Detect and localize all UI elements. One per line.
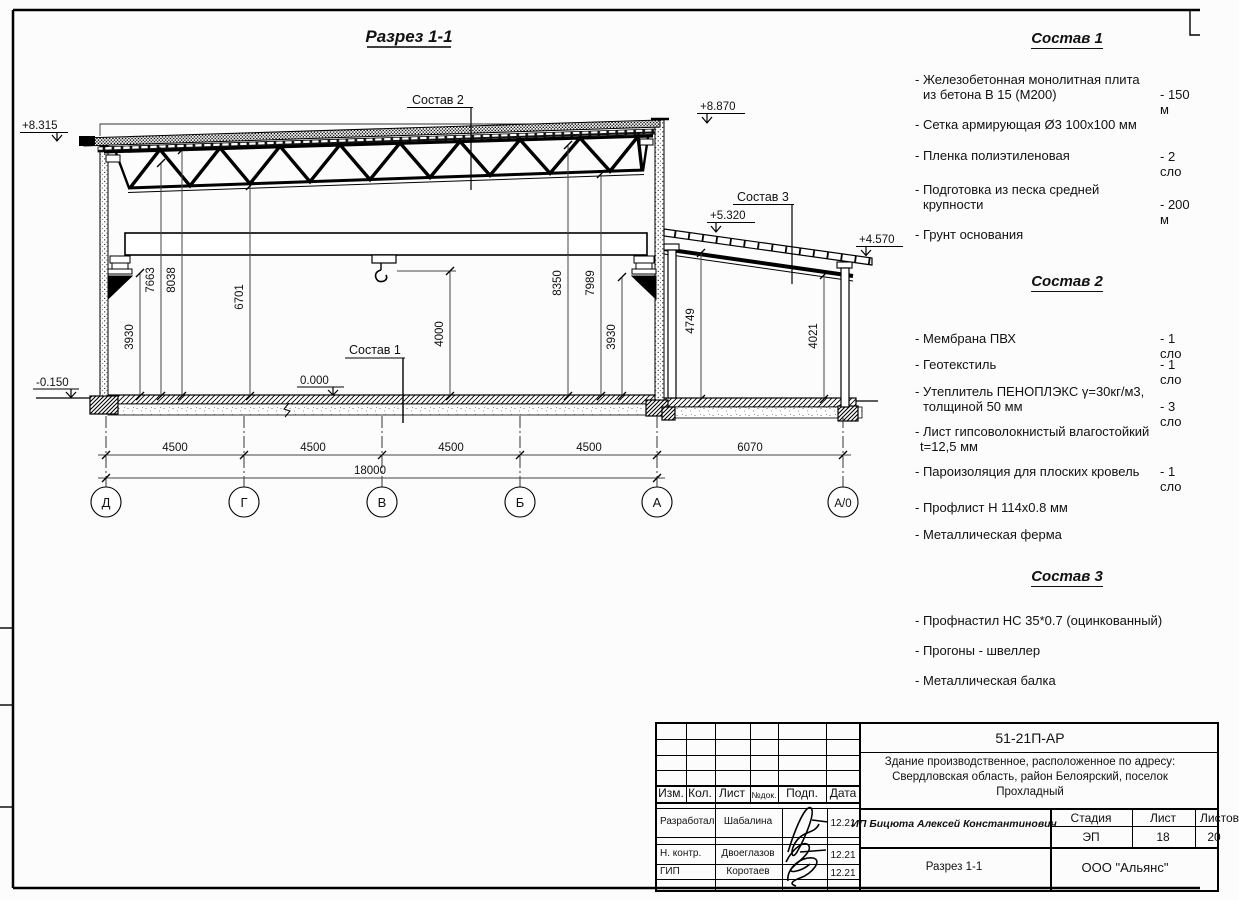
sheet-title: Разрез 1-1: [925, 861, 983, 873]
truss-bearing-right: [640, 139, 653, 145]
comp2-item6-line1: - Профлист Н 114х0.8 мм: [915, 500, 1068, 515]
floor-slab-main: [108, 395, 655, 404]
comp2-item4-line2: t=12,5 мм: [920, 439, 978, 454]
comp1-item5-line1: - Грунт основания: [915, 227, 1024, 242]
axis-bubble-b: Б: [515, 495, 525, 510]
floor-and-ground: [36, 395, 878, 421]
axis-bubble-g: Г: [240, 495, 248, 510]
leader-sostav-2-text: Состав 2: [412, 93, 464, 107]
composition-3-title: Состав 3: [1031, 568, 1103, 585]
composition-1-title: Состав 1: [1031, 30, 1103, 47]
elevation-wall-top: [697, 101, 745, 123]
comp1-item1-line1: - Железобетонная монолитная плита: [915, 72, 1140, 87]
sheets-value: 20: [1207, 830, 1221, 844]
fold-marks: [0, 628, 13, 807]
elevation-roof-left-text: +8.315: [22, 120, 58, 132]
span-b-a: 4500: [576, 442, 602, 454]
elevation-ground-text: -0.150: [36, 377, 69, 389]
dim-7663: 7663: [145, 267, 157, 293]
composition-2-header: [955, 273, 1179, 291]
comp1-item3-line1: - Пленка полиэтиленовая: [915, 148, 1070, 163]
crane-beam: [125, 233, 647, 255]
elevation-wall-top-text: +8.870: [700, 101, 736, 113]
composition-2-title: Состав 2: [1031, 273, 1103, 290]
company-name: ООО "Альянс": [1081, 860, 1169, 875]
designer-name: ИП Бицюта Алексей Константинович: [851, 818, 1057, 830]
axis-grid: [91, 416, 858, 517]
dim-6701: 6701: [234, 284, 246, 310]
axis-lines: [106, 416, 843, 487]
leader-sostav-3: [733, 190, 794, 284]
right-wall: [655, 120, 664, 400]
sand-layer-annex: [664, 407, 862, 418]
drawing-title: [365, 27, 452, 47]
comp2-item2-line1: - Геотекстиль: [915, 357, 997, 372]
comp2-item7-line1: - Металлическая ферма: [915, 527, 1062, 542]
row3-date: 12.21: [830, 868, 856, 879]
left-wall: [100, 146, 108, 396]
corner-stamp-box: [1190, 10, 1200, 35]
dim-8038: 8038: [166, 267, 178, 293]
axis-bubble-a: А: [652, 495, 662, 510]
elevation-annex-low: [856, 234, 903, 256]
doc-code: 51-21П-АР: [995, 730, 1065, 746]
row1-name: Шабалина: [723, 816, 773, 827]
dim-chain-labels: [162, 442, 763, 477]
row3-role: ГИП: [660, 866, 680, 877]
row1-role: Разработал: [660, 816, 715, 827]
foundation-annex-right: [838, 406, 858, 421]
axis-bubble-v: В: [377, 495, 387, 510]
elevation-annex-high-text: +5.320: [710, 210, 746, 222]
crane-hook: [372, 255, 396, 282]
comp2-item5-line1: - Пароизоляция для плоских кровель: [915, 464, 1140, 479]
col-podp: Подп.: [786, 786, 818, 800]
dim-labels: [124, 267, 820, 350]
sand-layer-main: [108, 404, 655, 415]
annex-roof-deck: [664, 229, 872, 265]
sheets-label: Листов: [1200, 811, 1239, 825]
comp2-item3-line2: толщиной 50 мм: [923, 399, 1023, 414]
truss-bottom-chord-flange: [128, 175, 644, 193]
span-d-g: 4500: [162, 442, 188, 454]
span-v-b: 4500: [438, 442, 464, 454]
leader-sostav-1-text: Состав 1: [349, 343, 401, 357]
drawing-title-text: Разрез 1-1: [365, 27, 453, 46]
comp2-item3-value: - 3 сло: [1160, 399, 1182, 429]
axis-bubble-a0: А/0: [834, 498, 852, 510]
col-list: Лист: [718, 786, 746, 800]
row2-name: Двоеглазов: [721, 848, 775, 859]
roof-edge-cap: [79, 136, 95, 146]
foundation-annex-left: [662, 407, 675, 420]
comp3-item2-line1: - Прогоны - швеллер: [915, 643, 1041, 658]
corbel-right: [632, 256, 656, 299]
sheet-value: 18: [1156, 830, 1170, 844]
truss-bearing-left: [106, 155, 120, 162]
leader-sostav-3-text: Состав 3: [737, 190, 789, 204]
title-block: [655, 722, 1239, 892]
project-line2: Свердловская область, район Белоярский, поселок: [892, 771, 1168, 783]
stage-value: ЭП: [1082, 830, 1100, 844]
comp1-item3-value: - 2 сло: [1160, 149, 1182, 179]
dim-chain-ticks: [102, 451, 847, 482]
dim-3930-right: 3930: [606, 324, 618, 350]
comp1-item2-line1: - Сетка армирующая Ø3 100х100 мм: [915, 117, 1137, 132]
dim-4021: 4021: [808, 323, 820, 349]
project-line1: Здание производственное, расположенное по адресу:: [884, 756, 1176, 768]
elevation-ground: [33, 377, 79, 398]
corbel-left: [108, 256, 132, 299]
comp2-item4-line1: - Лист гипсоволокнистый влагостойкий: [915, 424, 1150, 439]
comp2-item1-value: - 1 сло: [1160, 331, 1182, 361]
composition-1-header: [955, 30, 1179, 48]
annex-column-left: [668, 250, 676, 398]
dim-7989: 7989: [585, 270, 597, 296]
comp1-item4-line2: крупности: [923, 197, 984, 212]
elevation-floor: [297, 375, 344, 395]
row2-date: 12.21: [830, 850, 856, 861]
project-line3: Прохладный: [996, 786, 1064, 798]
comp1-item4-value: - 200 м: [1160, 197, 1190, 227]
dim-8350: 8350: [552, 270, 564, 296]
dim-chain-lines: [98, 455, 851, 478]
row2-role: Н. контр.: [660, 848, 702, 859]
row1-date: 12.21: [830, 818, 856, 829]
composition-3-header: [955, 568, 1179, 586]
col-kol: Кол.: [688, 786, 712, 800]
col-izm: Изм.: [658, 786, 684, 800]
comp2-item5-value: - 1 сло: [1160, 464, 1182, 494]
crane-beam-group: [108, 233, 656, 299]
comp1-item1-value: - 150 м: [1160, 87, 1190, 117]
foundation-left: [90, 396, 118, 414]
dim-3930-left: 3930: [124, 324, 136, 350]
axis-bubbles: [91, 487, 858, 517]
sheet-label: Лист: [1149, 811, 1177, 825]
axis-bubble-d: Д: [101, 495, 111, 510]
elevation-annex-low-text: +4.570: [859, 234, 895, 246]
span-g-v: 4500: [300, 442, 326, 454]
comp1-item4-line1: - Подготовка из песка средней: [915, 182, 1100, 197]
comp3-item1-line1: - Профнастил НС 35*0.7 (оцинкованный): [915, 613, 1163, 628]
annex-column-right: [841, 268, 849, 407]
span-total: 18000: [354, 465, 386, 477]
comp1-item1-line2: из бетона В 15 (М200): [923, 87, 1057, 102]
stage-label: Стадия: [1070, 811, 1112, 825]
row3-name: Коротаев: [726, 866, 770, 877]
annex-capital-left: [664, 244, 679, 250]
comp2-item1-line1: - Мембрана ПВХ: [915, 331, 1016, 346]
floor-slab-annex: [664, 398, 856, 407]
elevation-roof-left: [20, 120, 68, 141]
comp3-item3-line1: - Металлическая балка: [915, 673, 1056, 688]
dim-4749: 4749: [685, 308, 697, 334]
col-ndoc: №док.: [751, 790, 777, 800]
comp2-item2-value: - 1 сло: [1160, 357, 1182, 387]
comp2-item3-line1: - Утеплитель ПЕНОПЛЭКС γ=30кг/м3,: [915, 384, 1145, 399]
dim-4000: 4000: [434, 321, 446, 347]
annex-capital-right: [837, 262, 852, 268]
col-data: Дата: [829, 786, 857, 800]
truss-bottom-chord: [128, 170, 644, 188]
elevation-floor-text: 0.000: [300, 375, 329, 387]
elevation-annex-high: [707, 210, 755, 232]
span-a-a0: 6070: [737, 442, 763, 454]
